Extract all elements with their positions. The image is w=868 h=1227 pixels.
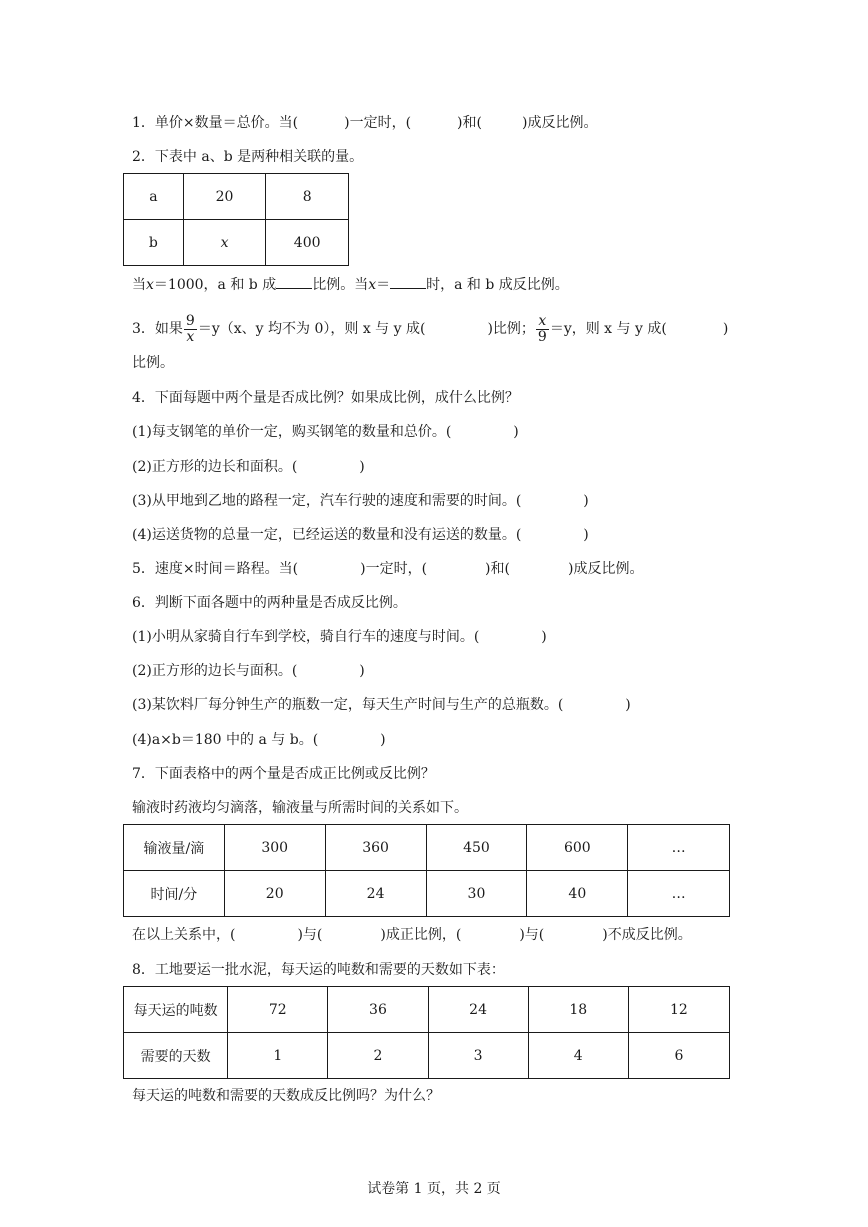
q8-table — [123, 986, 730, 1079]
question-7-after — [132, 925, 692, 945]
variable-x: x — [368, 277, 377, 293]
q3-text: 3．如果 — [132, 321, 183, 337]
q3-text: ＝y，则 x 与 y 成( — [549, 321, 667, 337]
variable-x: x — [146, 277, 154, 293]
table-cell: 6 — [628, 1033, 729, 1079]
q1-text-c: )和( — [457, 115, 482, 131]
table-cell: 30 — [426, 871, 527, 917]
q4-item-text: (2)正方形的边长和面积。( — [132, 459, 298, 475]
q6-item — [132, 627, 547, 647]
fraction-9-over-x — [184, 314, 197, 345]
question-7-intro: 7．下面表格中的两个量是否成正比例或反比例？ — [132, 766, 435, 782]
q4-item — [132, 525, 589, 545]
table-cell: 450 — [426, 825, 527, 871]
q2-table — [123, 173, 349, 266]
q1-text-b: )一定时，( — [344, 115, 412, 131]
table-cell: 400 — [266, 220, 349, 266]
table-cell: 20 — [183, 174, 265, 220]
fraction-denominator: x — [186, 328, 195, 345]
fraction-numerator: 9 — [185, 312, 195, 329]
q5-text: )一定时，( — [360, 561, 428, 577]
paren-close: ) — [583, 493, 589, 509]
q7-table — [123, 824, 730, 917]
q7-text: )不成反比例。 — [602, 927, 692, 943]
question-8-question: 每天运的吨数和需要的天数成反比例吗？为什么？ — [132, 1088, 440, 1104]
answer-underline[interactable] — [276, 274, 312, 289]
paren-close: ) — [359, 663, 365, 679]
table-cell: 36 — [328, 987, 428, 1033]
table-cell: 8 — [266, 174, 349, 220]
fraction-x-over-9 — [536, 314, 549, 345]
q7-text: )与( — [519, 927, 545, 943]
table-cell: 360 — [325, 825, 426, 871]
question-8-intro: 8．工地要运一批水泥，每天运的吨数和需要的天数如下表： — [132, 962, 505, 978]
question-4-intro: 4．下面每题中两个量是否成比例？如果成比例，成什么比例？ — [132, 390, 519, 406]
table-cell: 每天运的吨数 — [124, 987, 228, 1033]
paren-close: ) — [513, 424, 519, 440]
q5-text: )成反比例。 — [567, 561, 644, 577]
page-footer: 试卷第 1 页，共 2 页 — [367, 1181, 501, 1197]
table-cell: 20 — [224, 871, 325, 917]
table-cell: 600 — [527, 825, 628, 871]
paren-close: ) — [625, 697, 631, 713]
paren-close: ) — [380, 732, 386, 748]
q2-text: ＝ — [376, 277, 391, 293]
question-5 — [132, 559, 643, 579]
q6-item-text: (1)小明从家骑自行车到学校，骑自行车的速度与时间。( — [132, 629, 480, 645]
question-3 — [132, 313, 728, 345]
q6-item — [132, 695, 631, 715]
q7-text: 在以上关系中，( — [132, 927, 236, 943]
table-cell: 3 — [428, 1033, 528, 1079]
table-cell: 输液量/滴 — [124, 825, 225, 871]
table-cell: 18 — [528, 987, 628, 1033]
table-cell: 1 — [228, 1033, 328, 1079]
q4-item-text: (1)每支钢笔的单价一定，购买钢笔的数量和总价。( — [132, 424, 452, 440]
table-cell: b — [124, 220, 184, 266]
q1-text-a: 1．单价×数量＝总价。当( — [132, 115, 299, 131]
question-7-desc: 输液时药液均匀滴落，输液量与所需时间的关系如下。 — [132, 800, 468, 816]
fraction-numerator: x — [536, 314, 549, 330]
answer-underline[interactable] — [390, 274, 426, 289]
table-cell: 2 — [328, 1033, 428, 1079]
table-cell: 24 — [325, 871, 426, 917]
paren-close: ) — [583, 527, 589, 543]
question-3-cont: 比例。 — [132, 355, 174, 371]
q3-text: ＝y（x、y 均不为 0），则 x 与 y 成( — [197, 321, 426, 337]
table-cell: … — [628, 825, 730, 871]
table-cell: x — [183, 220, 265, 266]
paren-close: ) — [541, 629, 547, 645]
q4-item — [132, 491, 589, 511]
table-cell: 时间/分 — [124, 871, 225, 917]
q7-text: )成正比例，( — [380, 927, 462, 943]
table-cell: 4 — [528, 1033, 628, 1079]
table-cell: a — [124, 174, 184, 220]
table-cell: 72 — [228, 987, 328, 1033]
q2-text: 比例。当 — [312, 277, 369, 293]
q3-text: )比例； — [487, 321, 535, 337]
table-cell: 需要的天数 — [124, 1033, 228, 1079]
q6-item — [132, 661, 365, 681]
q5-text: 5．速度×时间＝路程。当( — [132, 561, 299, 577]
question-2-intro: 2．下表中 a、b 是两种相关联的量。 — [132, 149, 364, 165]
q6-item-text: (2)正方形的边长与面积。( — [132, 663, 298, 679]
table-cell: 40 — [527, 871, 628, 917]
q2-text: ＝1000，a 和 b 成 — [153, 277, 277, 293]
table-cell: 300 — [224, 825, 325, 871]
table-cell: 12 — [628, 987, 729, 1033]
table-cell: 24 — [428, 987, 528, 1033]
q3-text: ) — [722, 321, 729, 337]
table-cell: … — [628, 871, 730, 917]
q5-text: )和( — [485, 561, 510, 577]
question-1 — [132, 113, 597, 133]
q6-item-text: (3)某饮料厂每分钟生产的瓶数一定，每天生产时间与生产的总瓶数。( — [132, 697, 564, 713]
q4-item-text: (3)从甲地到乙地的路程一定，汽车行驶的速度和需要的时间。( — [132, 493, 522, 509]
question-2-prompt — [132, 274, 569, 295]
question-6-intro: 6．判断下面各题中的两种量是否成反比例。 — [132, 595, 407, 611]
q4-item-text: (4)运送货物的总量一定，已经运送的数量和没有运送的数量。( — [132, 527, 522, 543]
q2-text: 时，a 和 b 成反比例。 — [426, 277, 569, 293]
fraction-denominator: 9 — [537, 328, 547, 345]
q4-item — [132, 422, 519, 442]
q1-text-d: )成反比例。 — [521, 115, 598, 131]
q6-item — [132, 730, 386, 750]
q4-item — [132, 457, 365, 477]
q2-text: 当 — [132, 277, 146, 293]
q7-text: )与( — [297, 927, 323, 943]
paren-close: ) — [359, 459, 365, 475]
q6-item-text: (4)a×b＝180 中的 a 与 b。( — [132, 732, 319, 748]
